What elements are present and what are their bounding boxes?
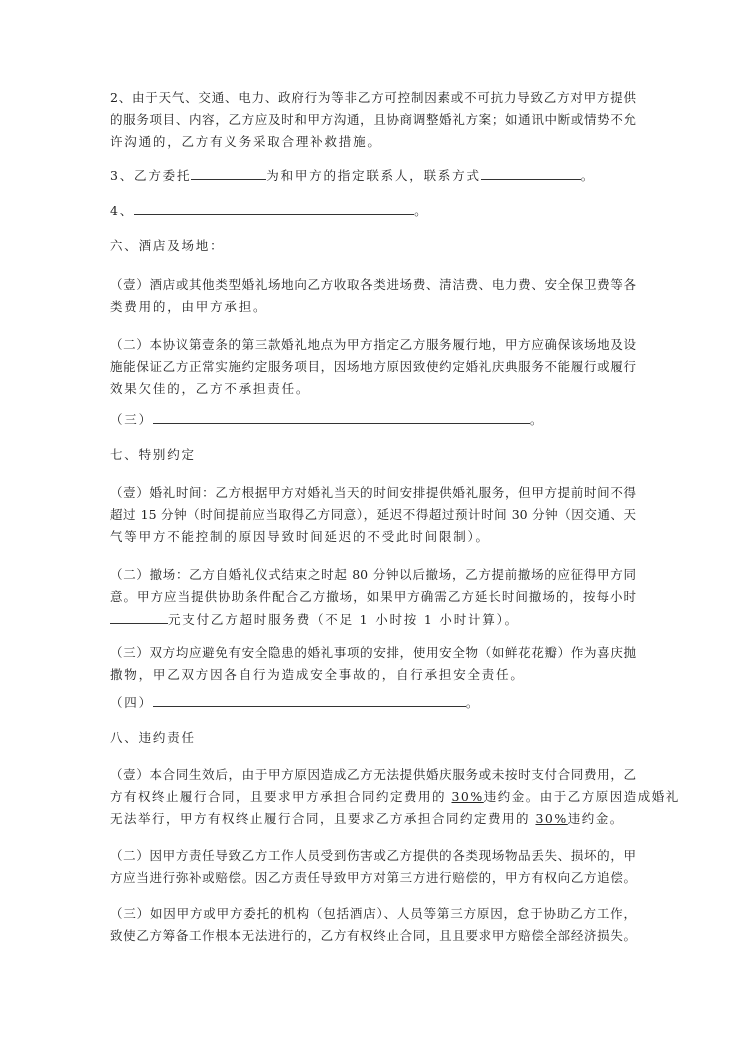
text: 违约金。由于乙方原因造成婚礼 bbox=[483, 789, 680, 804]
text: 违约金。 bbox=[567, 811, 624, 826]
section6-heading: 六、酒店及场地： bbox=[110, 238, 225, 253]
section7-item3-line: （三）双方均应避免有安全隐患的婚礼事项的安排，使用安全物（如鲜花花瓣）作为喜庆抛 bbox=[110, 645, 636, 660]
section8-item3-line: （三）如因甲方或甲方委托的机构（包括酒店）、人员等第三方原因，怠于协助乙方工作， bbox=[110, 906, 636, 921]
clause2-line: 许沟通的，乙方有义务采取合理补救措施。 bbox=[110, 134, 382, 149]
contact-method-blank[interactable] bbox=[481, 167, 581, 180]
clause4 bbox=[110, 202, 428, 219]
clause3-prefix: 3、乙方委托 bbox=[110, 168, 192, 183]
section6-item3-prefix: （三） bbox=[110, 412, 153, 427]
penalty-percent: 30% bbox=[451, 789, 484, 804]
section7-item2-line: 意。甲方应当提供协助条件配合乙方撤场，如果甲方确需乙方延长时间撤场的，按每小时 bbox=[110, 589, 636, 604]
hourly-fee-blank[interactable] bbox=[110, 611, 168, 624]
clause2-line: 2、由于天气、交通、电力、政府行为等非乙方可控制因素或不可抗力导致乙方对甲方提供 bbox=[110, 90, 636, 105]
clause3-end: 。 bbox=[580, 168, 596, 183]
section7-item1-line: 气等甲方不能控制的原因导致时间延迟的不受此时间限制）。 bbox=[110, 529, 490, 544]
clause2-line: 的服务项目、内容，乙方应及时和甲方沟通，且协商调整婚礼方案；如通讯中断或情势不允 bbox=[110, 112, 636, 127]
section7-item1-line: 超过 15 分钟（时间提前应当取得乙方同意），延迟不得超过预计时间 30 分钟（因交通、天 bbox=[110, 507, 636, 522]
section8-item2-line: （二）因甲方责任导致乙方工作人员受到伤害或乙方提供的各类现场物品丢失、损坏的，甲 bbox=[110, 848, 636, 863]
clause4-prefix: 4、 bbox=[110, 203, 135, 218]
section7-item4-end: 。 bbox=[465, 695, 481, 710]
section8-item1-line bbox=[110, 789, 680, 805]
section8-item1-line bbox=[110, 811, 624, 827]
section6-item1-line: 类费用的，由甲方承担。 bbox=[110, 299, 268, 314]
text: 无法举行，甲方有权终止履行合同，且要求乙方承担合同约定费用的 bbox=[110, 811, 536, 826]
section6-item2-line: 效果欠佳的，乙方不承担责任。 bbox=[110, 381, 311, 396]
clause4-end: 。 bbox=[414, 203, 429, 218]
section6-item2-line: 施能保证乙方正常实施约定服务项目，因场地方原因致使约定婚礼庆典服务不能履行或履行 bbox=[110, 359, 636, 374]
section7-item1-line: （壹）婚礼时间：乙方根据甲方对婚礼当天的时间安排提供婚礼服务，但甲方提前时间不得 bbox=[110, 485, 636, 500]
section7-item2-last: 元支付乙方超时服务费（不足 1 小时按 1 小时计算）。 bbox=[168, 612, 519, 627]
section7-item2-line bbox=[110, 611, 519, 628]
section6-item3 bbox=[110, 411, 544, 428]
section8-item3-line: 致使乙方筹备工作根本无法进行的，乙方有权终止合同，且且要求甲方赔偿全部经济损失。 bbox=[110, 928, 636, 943]
section8-heading: 八、违约责任 bbox=[110, 730, 196, 745]
section6-item3-end: 。 bbox=[529, 412, 545, 427]
penalty-percent: 30% bbox=[535, 811, 568, 826]
section6-item1-line: （壹）酒店或其他类型婚礼场地向乙方收取各类进场费、清洁费、电力费、安全保卫费等各 bbox=[110, 277, 636, 292]
section8-item2-line: 方应当进行弥补或赔偿。因乙方责任导致甲方对第三方进行赔偿的，甲方有权向乙方追偿。 bbox=[110, 870, 636, 885]
section8-item1-line: （壹）本合同生效后，由于甲方原因造成乙方无法提供婚庆服务或未按时支付合同费用，乙 bbox=[110, 767, 636, 782]
section7-item4-blank[interactable] bbox=[153, 694, 466, 707]
section6-item2-line: （二）本协议第壹条的第三款婚礼地点为甲方指定乙方服务履行地，甲方应确保该场地及设 bbox=[110, 337, 636, 352]
clause3-middle: 为和甲方的指定联系人，联系方式 bbox=[266, 168, 481, 183]
section6-item3-blank[interactable] bbox=[153, 411, 530, 424]
section7-item3-line: 撒物，甲乙双方因各自行为造成安全事故的，自行承担安全责任。 bbox=[110, 667, 525, 682]
clause3 bbox=[110, 167, 595, 184]
clause4-blank[interactable] bbox=[134, 202, 414, 215]
section7-item2-line: （二）撤场：乙方自婚礼仪式结束之时起 80 分钟以后撤场，乙方提前撤场的应征得甲方同 bbox=[110, 567, 636, 582]
section7-item4 bbox=[110, 694, 480, 711]
text: 方有权终止履行合同，且要求甲方承担合同约定费用的 bbox=[110, 789, 452, 804]
contact-person-blank[interactable] bbox=[191, 167, 266, 180]
section7-item4-prefix: （四） bbox=[110, 695, 153, 710]
section7-heading: 七、特别约定 bbox=[110, 447, 196, 462]
